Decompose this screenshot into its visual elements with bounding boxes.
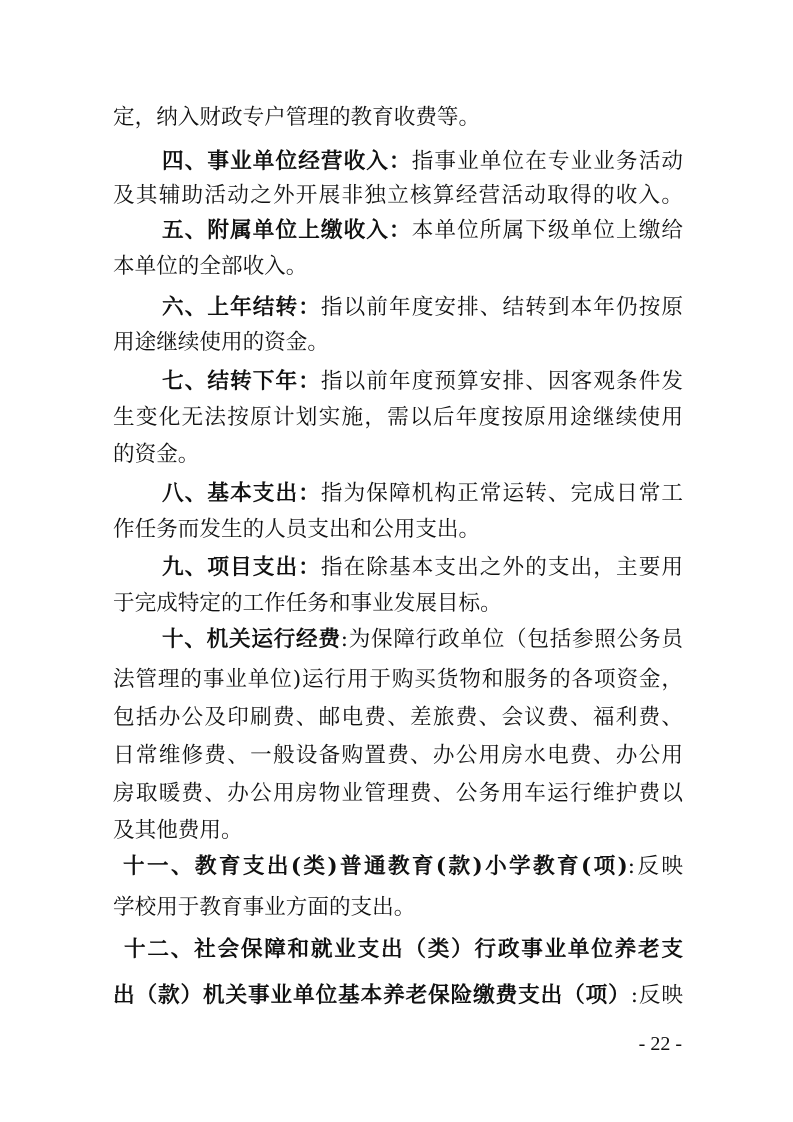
body-text: 及其他费用。 (113, 818, 243, 843)
text-line (124, 935, 683, 965)
text-line (162, 147, 683, 177)
section-heading: 四、事业单位经营收入： (162, 149, 412, 174)
body-text: 作任务而发生的人员支出和公用支出。 (113, 517, 481, 542)
text-line (113, 403, 683, 433)
text-line (113, 893, 683, 923)
text-line (113, 779, 683, 809)
text-line (123, 852, 683, 882)
text-line (113, 589, 683, 619)
body-text: 日常维修费、一般设备购置费、办公用房水电费、办公用 (113, 743, 683, 768)
section-heading: 七、结转下年： (162, 369, 321, 394)
body-text: 的资金。 (113, 442, 200, 467)
body-text: 指为保障机构正常运转、完成日常工 (320, 481, 683, 506)
section-heading-continued: 出（款）机关事业单位基本养老保险缴费支出（项） (113, 983, 631, 1008)
text-line (113, 252, 683, 282)
body-text: 指在除基本支出之外的支出，主要用 (320, 555, 683, 580)
text-line (113, 741, 683, 771)
text-line (113, 703, 683, 733)
text-line (113, 981, 683, 1011)
body-text: 包括办公及印刷费、邮电费、差旅费、会议费、福利费、 (113, 705, 683, 730)
body-text: 本单位的全部收入。 (113, 254, 308, 279)
body-text: :反映 (627, 854, 683, 879)
section-heading: 五、附属单位上缴收入： (162, 218, 412, 243)
body-text: 学校用于教育事业方面的支出。 (113, 895, 416, 920)
text-line (162, 293, 683, 323)
section-heading: 六、上年结转： (162, 295, 321, 320)
section-heading: 十一、教育支出(类)普通教育(款)小学教育(项) (123, 854, 628, 879)
body-text: :为保障行政单位（包括参照公务员 (340, 627, 683, 652)
body-text: :反映 (630, 983, 683, 1008)
text-line (113, 665, 683, 695)
text-line (113, 816, 683, 846)
body-text: 用途继续使用的资金。 (113, 330, 329, 355)
body-text: 本单位所属下级单位上缴给 (411, 218, 683, 243)
section-heading: 八、基本支出： (162, 481, 321, 506)
body-text: 房取暖费、办公用房物业管理费、公务用车运行维护费以 (113, 781, 683, 806)
page-number: - 22 - (638, 1033, 682, 1055)
section-heading: 九、项目支出： (162, 555, 321, 580)
text-line (113, 328, 683, 358)
body-text: 指以前年度预算安排、因客观条件发 (320, 369, 683, 394)
text-line (162, 479, 683, 509)
text-line (162, 625, 683, 655)
body-text: 于完成特定的工作任务和事业发展目标。 (113, 591, 502, 616)
text-line (113, 181, 683, 211)
body-text: 指以前年度安排、结转到本年仍按原 (320, 295, 683, 320)
body-text: 定，纳入财政专户管理的教育收费等。 (113, 105, 481, 130)
text-line (162, 216, 683, 246)
section-heading: 十二、社会保障和就业支出（类）行政事业单位养老支 (124, 937, 683, 962)
text-line (113, 515, 683, 545)
text-line (162, 367, 683, 397)
body-text: 法管理的事业单位)运行用于购买货物和服务的各项资金， (113, 667, 683, 692)
body-text: 及其辅助活动之外开展非独立核算经营活动取得的收入。 (113, 183, 683, 208)
section-heading: 十、机关运行经费 (162, 627, 341, 652)
text-line (113, 103, 683, 133)
body-text: 指事业单位在专业业务活动 (411, 149, 683, 174)
body-text: 生变化无法按原计划实施，需以后年度按原用途继续使用 (113, 405, 683, 430)
text-line (162, 553, 683, 583)
text-line (113, 440, 683, 470)
